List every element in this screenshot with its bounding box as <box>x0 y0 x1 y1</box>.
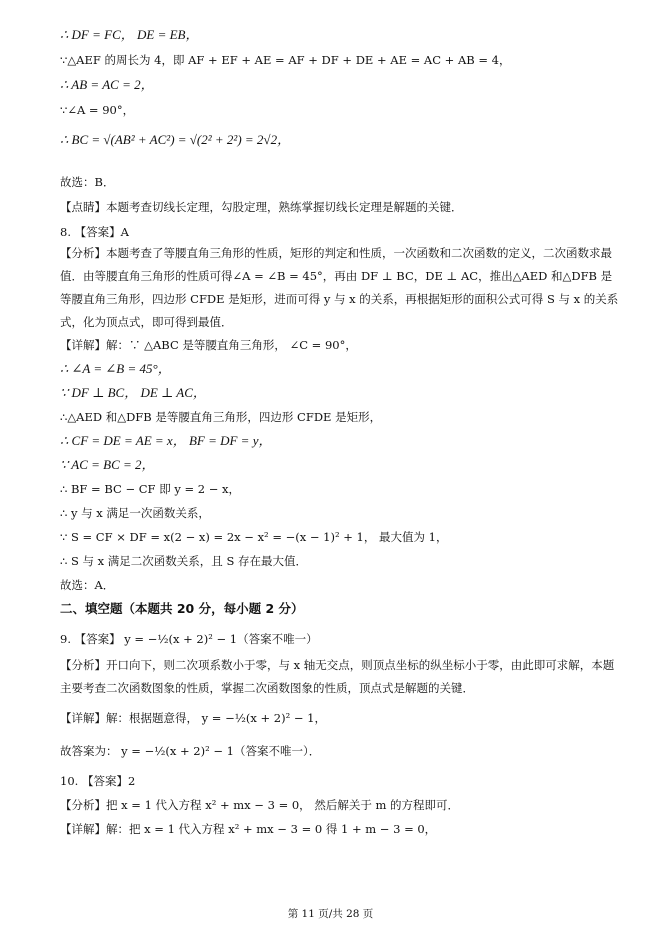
line-ac-bc: ∵ AC = BC = 2， <box>60 457 155 472</box>
line-detail-8: 【详解】解：∵ △ABC 是等腰直角三角形， ∠C = 90°， <box>60 338 357 352</box>
line-quadratic: ∴ S 与 x 满足二次函数关系，且 S 存在最大值． <box>60 554 307 568</box>
line-ab-ac: ∴ AB = AC = 2， <box>60 77 154 92</box>
line-answer-8: 8. 【答案】A <box>60 225 129 239</box>
section-heading-fill-in: 二、填空题（本题共 20 分，每小题 2 分） <box>60 601 304 616</box>
paragraph-analysis-8: 【分析】本题考查了等腰直角三角形的性质，矩形的判定和性质，一次函数和二次函数的定义，二次函数求最值．由等腰直角三角形的性质可得∠A = ∠B = 45°，再由 DF ⊥ BC，DE ⊥ AC，推出△AED 和△DFB 是等腰直角三角形，四边形 CFDE 是矩形，进而可得 y 与 x 的关系，再根据矩形的面积公式可得 S 与 x 的关系式，化为顶点式，即可得到最值． <box>60 246 619 329</box>
line-s-formula: ∵ S = CF × DF = x(2 − x) = 2x − x² = −(x − 1)² + 1， 最大值为 1， <box>60 530 448 544</box>
line-detail-9: 【详解】解：根据题意得， y = −½(x + 2)² − 1， <box>60 711 326 725</box>
line-answer-10: 10. 【答案】2 <box>60 774 136 788</box>
line-bf: ∴ BF = BC − CF 即 y = 2 − x， <box>60 482 241 496</box>
line-comment-7: 【点睛】本题考查切线长定理，勾股定理，熟练掌握切线长定理是解题的关键． <box>60 200 463 214</box>
line-perpendicular: ∵ DF ⊥ BC， DE ⊥ AC， <box>60 385 206 400</box>
line-linear: ∴ y 与 x 满足一次函数关系， <box>60 506 210 520</box>
line-result-9: 故答案为： y = −½(x + 2)² − 1（答案不唯一）． <box>60 744 321 758</box>
line-analysis-10: 【分析】把 x = 1 代入方程 x² + mx − 3 = 0， 然后解关于 m 的方程即可． <box>60 798 460 812</box>
paragraph-analysis-9: 【分析】开口向下，则二次项系数小于零，与 x 轴无交点，则顶点坐标的纵坐标小于零，由此即可求解，本题主要考查二次函数图象的性质，掌握二次函数图象的性质，顶点式是解题的关键． <box>60 658 615 695</box>
page-footer: 第 11 页/共 28 页 <box>287 908 374 920</box>
line-angles: ∴ ∠A = ∠B = 45°， <box>60 361 171 376</box>
line-detail-10: 【详解】解：把 x = 1 代入方程 x² + mx − 3 = 0 得 1 + m − 3 = 0， <box>60 822 437 836</box>
line-choose-b: 故选：B． <box>60 175 115 189</box>
line-cf-de: ∴ CF = DE = AE = x， BF = DF = y， <box>60 433 272 448</box>
line-perimeter: ∵△AEF 的周长为 4，即 AF + EF + AE = AF + DF + DE + AE = AC + AB = 4， <box>60 53 511 67</box>
line-bc: ∴ BC = √(AB² + AC²) = √(2² + 2²) = 2√2， <box>60 132 291 147</box>
line-df-fc: ∴ DF = FC， DE = EB， <box>60 27 199 42</box>
line-answer-9: 9. 【答案】 y = −½(x + 2)² − 1（答案不唯一） <box>60 632 318 646</box>
line-triangles: ∴△AED 和△DFB 是等腰直角三角形，四边形 CFDE 是矩形， <box>60 410 382 424</box>
line-choose-a: 故选：A． <box>60 578 115 592</box>
line-angle-a: ∵∠A = 90°， <box>60 103 135 117</box>
